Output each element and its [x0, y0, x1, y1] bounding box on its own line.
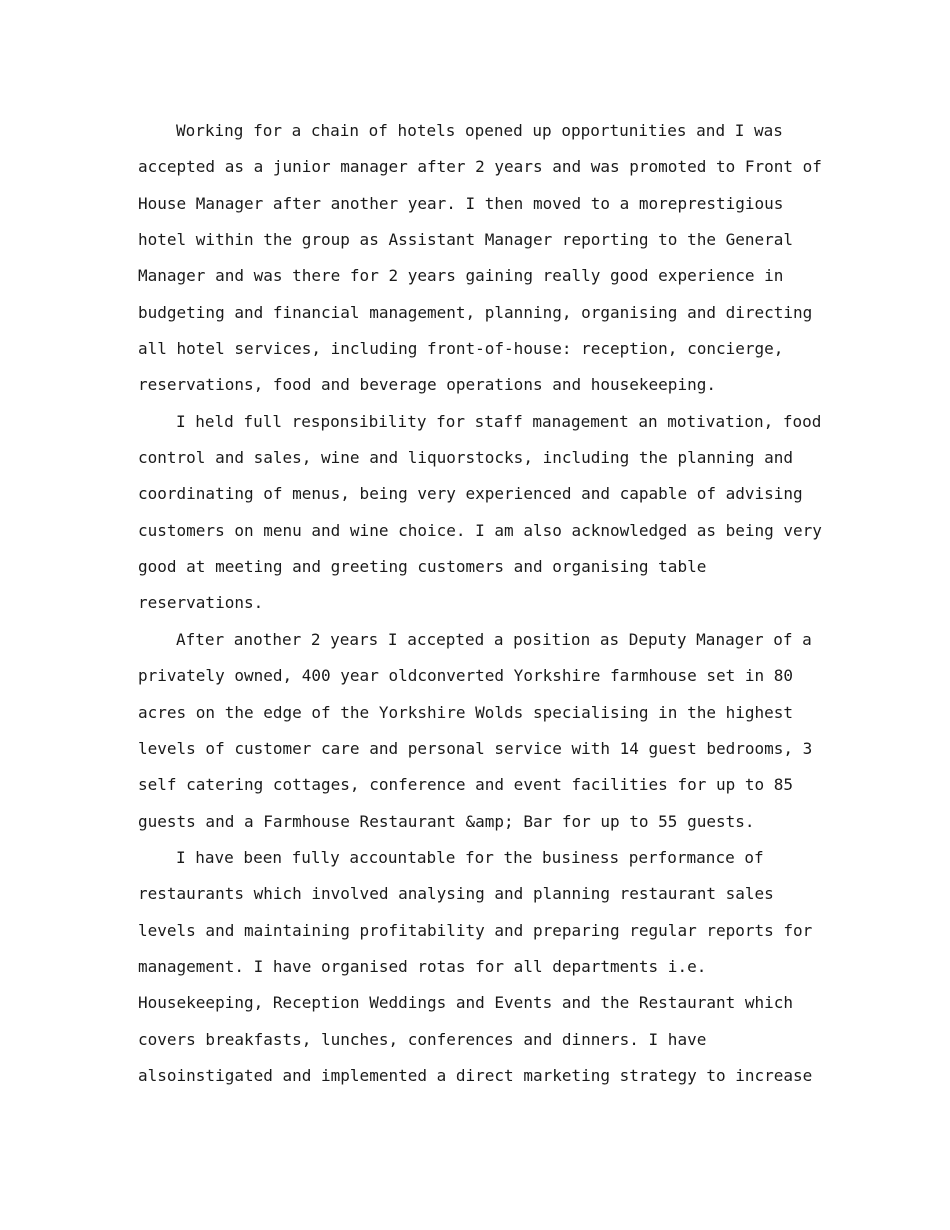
- text-line: privately owned, 400 year oldconverted Yorkshire farmhouse set in 80: [138, 666, 794, 686]
- paragraph-staff-management: [138, 404, 822, 622]
- text-line: customers on menu and wine choice. I am also acknowledged as being very: [138, 520, 822, 540]
- text-line: guests and a Farmhouse Restaurant &amp; Bar for up to 55 guests.: [138, 811, 755, 831]
- text-line: control and sales, wine and liquorstocks, including the planning and: [138, 448, 794, 468]
- text-line: restaurants which involved analysing and planning restaurant sales: [138, 884, 774, 904]
- text-line: levels of customer care and personal service with 14 guest bedrooms, 3: [138, 738, 813, 758]
- paragraph-hotel-chain: [138, 113, 822, 404]
- paragraph-business-performance: [138, 840, 818, 1094]
- text-line: Manager and was there for 2 years gaining really good experience in: [138, 266, 784, 286]
- text-line: good at meeting and greeting customers and organising table: [138, 557, 707, 577]
- body-text: [138, 113, 822, 1094]
- text-line: hotel within the group as Assistant Manager reporting to the General: [138, 230, 794, 250]
- paragraph-deputy-manager: [138, 622, 818, 840]
- text-line: levels and maintaining profitability and preparing regular reports for: [138, 920, 813, 940]
- text-line: Housekeeping, Reception Weddings and Events and the Restaurant which: [138, 993, 794, 1013]
- text-line: After another 2 years I accepted a position as Deputy Manager of a: [176, 629, 812, 649]
- text-line: budgeting and financial management, planning, organising and directing: [138, 302, 813, 322]
- text-line: I held full responsibility for staff management an motivation, food: [176, 411, 822, 431]
- text-line: covers breakfasts, lunches, conferences and dinners. I have: [138, 1029, 707, 1049]
- text-line: I have been fully accountable for the business performance of: [176, 847, 764, 867]
- text-line: alsoinstigated and implemented a direct marketing strategy to increase: [138, 1065, 813, 1085]
- text-line: reservations.: [138, 593, 264, 613]
- text-line: Working for a chain of hotels opened up opportunities and I was: [176, 121, 783, 140]
- text-line: acres on the edge of the Yorkshire Wolds specialising in the highest: [138, 702, 794, 722]
- text-line: accepted as a junior manager after 2 years and was promoted to Front of: [138, 157, 822, 177]
- text-line: House Manager after another year. I then moved to a moreprestigious: [138, 193, 784, 213]
- text-line: all hotel services, including front-of-house: reception, concierge,: [138, 339, 784, 359]
- text-line: self catering cottages, conference and event facilities for up to 85: [138, 775, 794, 795]
- text-line: reservations, food and beverage operations and housekeeping.: [138, 375, 716, 395]
- text-line: management. I have organised rotas for all departments i.e.: [138, 956, 707, 976]
- text-line: coordinating of menus, being very experienced and capable of advising: [138, 484, 803, 504]
